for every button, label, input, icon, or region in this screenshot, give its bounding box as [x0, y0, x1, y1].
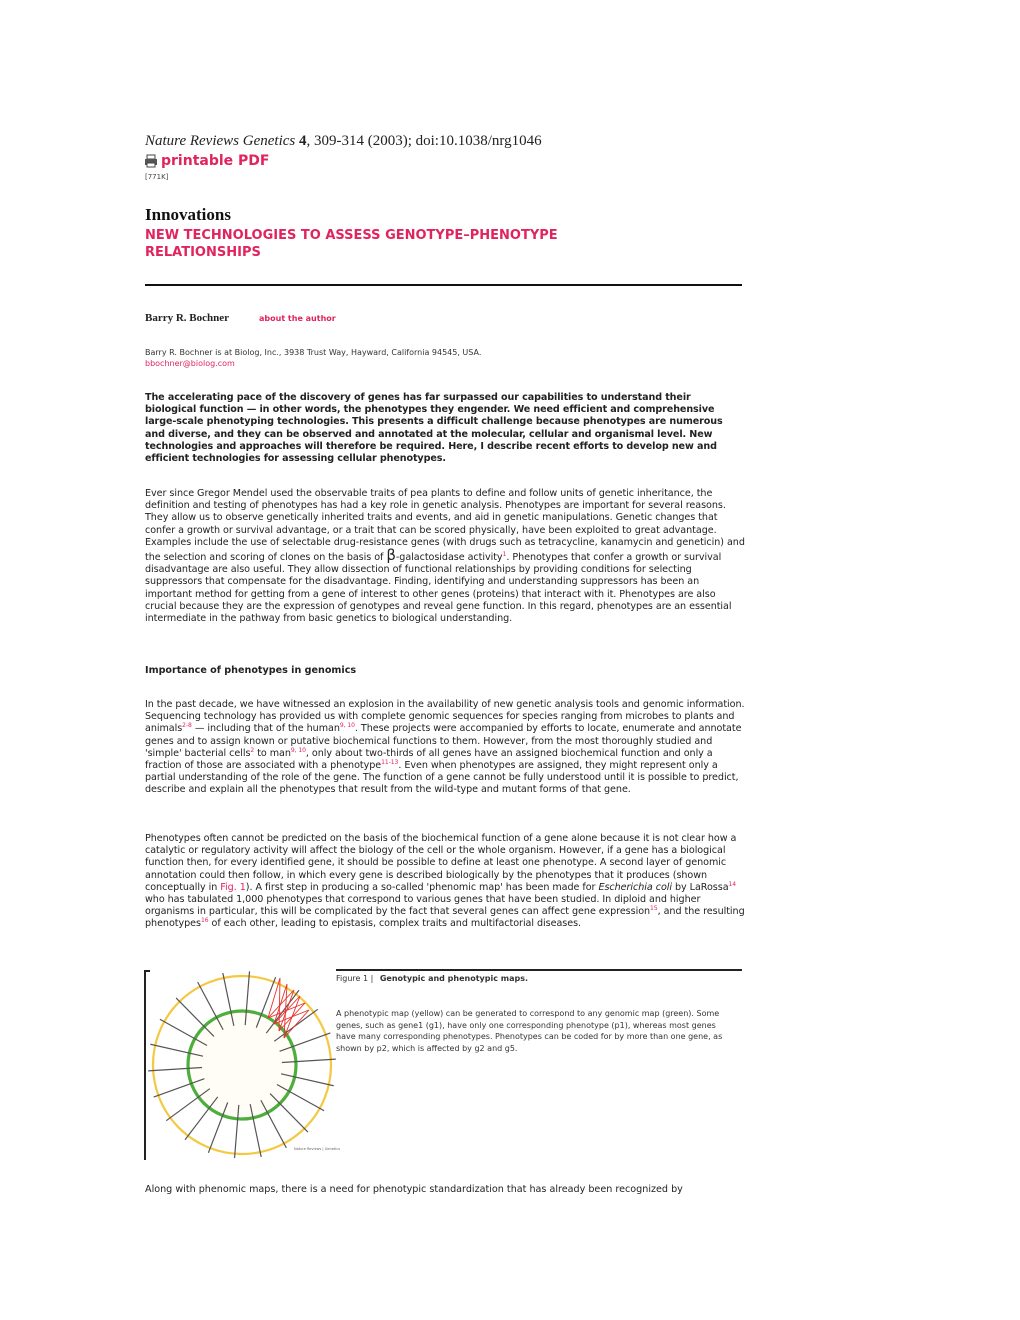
phenomic-map-diagram — [148, 966, 341, 1158]
figure-credit: Nature Reviews | Genetics — [294, 1147, 341, 1151]
species-name: Escherichia coli — [598, 881, 672, 893]
ref-14[interactable]: 14 — [728, 880, 737, 888]
p3-text-e: , and the resulting phenotypes — [145, 906, 745, 930]
p1-text-b: -galactosidase activity — [395, 552, 503, 564]
p1-text-a: Ever since Gregor Mendel used the observable traits of pea plants to define and follow units of genetic inheritance, the definition and testing of phenotypes has had a key role in genetic analysis. Phenotypes are important for several reasons. They allow us to observe genetically inherited traits and events, and aid in genetic manipulations. Genetic changes that confer a growth or survival advantage, or a trait that can be scored physically, have been exploited to great advantage. Examples include the use of selectable drug-resistance genes (with drugs such as tetracycline, kanamycin and geneticin) and the selection and scoring of clones on the basis of — [145, 488, 745, 564]
p3-text-d: who has tabulated 1,000 phenotypes that correspond to various genes that have been studied. In diploid and higher organisms in particular, this will be complicated by the fact that several genes can affect gene expression — [145, 894, 701, 918]
beta-symbol: β — [386, 546, 396, 565]
gene-phenotype-link — [284, 1010, 309, 1038]
p2-text-b: — including that of the human — [191, 723, 340, 735]
author-affiliation: Barry R. Bochner is at Biolog, Inc., 3938 Trust Way, Hayward, California 94545, USA. — [145, 348, 482, 357]
journal-volume: 4 — [298, 133, 307, 149]
author-name: Barry R. Bochner — [145, 312, 230, 324]
ref-11-13[interactable]: 11-13 — [381, 758, 399, 766]
figure-left-rule — [144, 970, 146, 1160]
p1-text-c: . Phenotypes that confer a growth or survival disadvantage are also useful. They allow dissection of functional relationships by providing conditions for selecting suppressors that compensate for the disadvantage. Finding, identifying and understanding suppressors has been an important method for getting from a gene of interest to other genes (proteins) that interact with it. Phenotypes are also crucial because they are the expression of genotypes and reveal gene function. In this regard, phenotypes are an essential intermediate in the pathway from basic genetics to biological understanding. — [145, 552, 732, 625]
citation-line — [145, 133, 542, 150]
figure-caption: A phenotypic map (yellow) can be generated to correspond to any genomic map (green). Some genes, such as gene1 (g1), have only one corresponding phenotype (p1), whereas most genes have many corresponding phenotypes. Phenotypes can be coded for by more than one gene, as shown by p2, which is affected by g2 and g5. — [336, 1009, 723, 1053]
ref-16[interactable]: 16 — [200, 917, 209, 925]
p2-text-a: In the past decade, we have witnessed an explosion in the availability of new genetic analysis tools and genomic information. Sequencing technology has provided us with complete genomic sequences for species ranging from microbes to plants and animals — [145, 699, 745, 735]
author-email-link[interactable]: bbochner@biolog.com — [145, 359, 235, 368]
figure-caption-header — [336, 974, 528, 983]
section-heading-importance: Importance of phenotypes in genomics — [145, 665, 357, 676]
p3-text-c: by LaRossa — [672, 881, 729, 893]
article-title: NEW TECHNOLOGIES TO ASSESS GENOTYPE–PHENOTYPE RELATIONSHIPS — [145, 228, 558, 260]
ref-1[interactable]: 1 — [502, 550, 507, 558]
paragraph-4-start: Along with phenomic maps, there is a need for phenotypic standardization that has already been recognized by — [145, 1184, 683, 1195]
pdf-label: printable PDF — [161, 153, 270, 169]
about-author-link[interactable]: about the author — [259, 314, 336, 323]
ref-2[interactable]: 2 — [250, 746, 255, 754]
printable-pdf-link[interactable] — [144, 153, 269, 169]
ref-9-10[interactable]: 9, 10 — [339, 722, 355, 730]
p3-text-a: Phenotypes often cannot be predicted on the basis of the biochemical function of a gene alone because it is not clear how a catalytic or regulatory activity will affect the biology of the cell or the whole organism. However, if a gene has a biological function then, for every identified gene, it should be possible to define at least one phenotype. A second layer of genomic annotation could then follow, in which every gene is described biologically by the phenotypes that it produces (shown conceptually in — [145, 833, 737, 893]
figure-1-image[interactable] — [148, 966, 341, 1158]
gene-spoke — [176, 998, 214, 1037]
paragraph-3 — [145, 833, 745, 931]
paragraph-2 — [145, 699, 745, 797]
ref-2-8[interactable]: 2-8 — [182, 722, 192, 730]
figure-title: Genotypic and phenotypic maps. — [379, 974, 529, 983]
gene-spoke — [270, 1094, 308, 1133]
p2-text-f: . Even when phenotypes are assigned, they might represent only a partial understanding of the role of the gene. The function of a gene cannot be fully understood until it is possible to predict, describe and explain all the phenotypes that result from the wild-type and mutant forms of that gene. — [145, 760, 739, 796]
gene-phenotype-link — [279, 978, 280, 1031]
p3-text-f: of each other, leading to epistasis, complex traits and multifactorial diseases. — [208, 918, 582, 930]
p3-text-b: ). A first step in producing a so-called 'phenomic map' has been made for — [245, 881, 599, 893]
journal-name: Nature Reviews Genetics — [145, 133, 296, 149]
pdf-printer-icon — [144, 154, 158, 168]
ref-9-10-b[interactable]: 9, 10 — [290, 746, 306, 754]
p2-text-c: . These projects were accompanied by efforts to locate, enumerate and annotate genes and to assign known or putative biochemical functions to them. However, from the most thoroughly studied and 'simple' bacterial cells — [145, 723, 742, 759]
figure-label: Figure 1 | — [336, 974, 374, 983]
paragraph-1 — [145, 488, 745, 625]
abstract: The accelerating pace of the discovery of genes has far surpassed our capabilities to understand their biological function — in other words, the phenotypes they engender. We need efficient and comprehensive large-scale phenotyping technologies. This presents a difficult challenge because phenotypes are numerous and diverse, and they can be observed and annotated at the molecular, cellular and organismal level. New technologies and approaches will therefore be required. Here, I describe recent efforts to develop new and efficient technologies for assessing cellular phenotypes. — [145, 392, 723, 465]
title-divider — [145, 284, 742, 286]
caption-top-rule — [336, 969, 742, 971]
p2-text-e: , only about two-thirds of all genes have an assigned biochemical function and only a fraction of those are associated with a phenotype — [145, 747, 713, 772]
ref-15[interactable]: 15 — [650, 905, 658, 913]
p2-text-d: to man — [254, 747, 291, 759]
citation-rest: , 309-314 (2003); doi:10.1038/nrg1046 — [306, 133, 542, 149]
section-kicker: Innovations — [145, 205, 231, 224]
figure-1-link[interactable]: Fig. 1 — [220, 881, 246, 893]
pdf-size: [771K] — [145, 173, 169, 181]
